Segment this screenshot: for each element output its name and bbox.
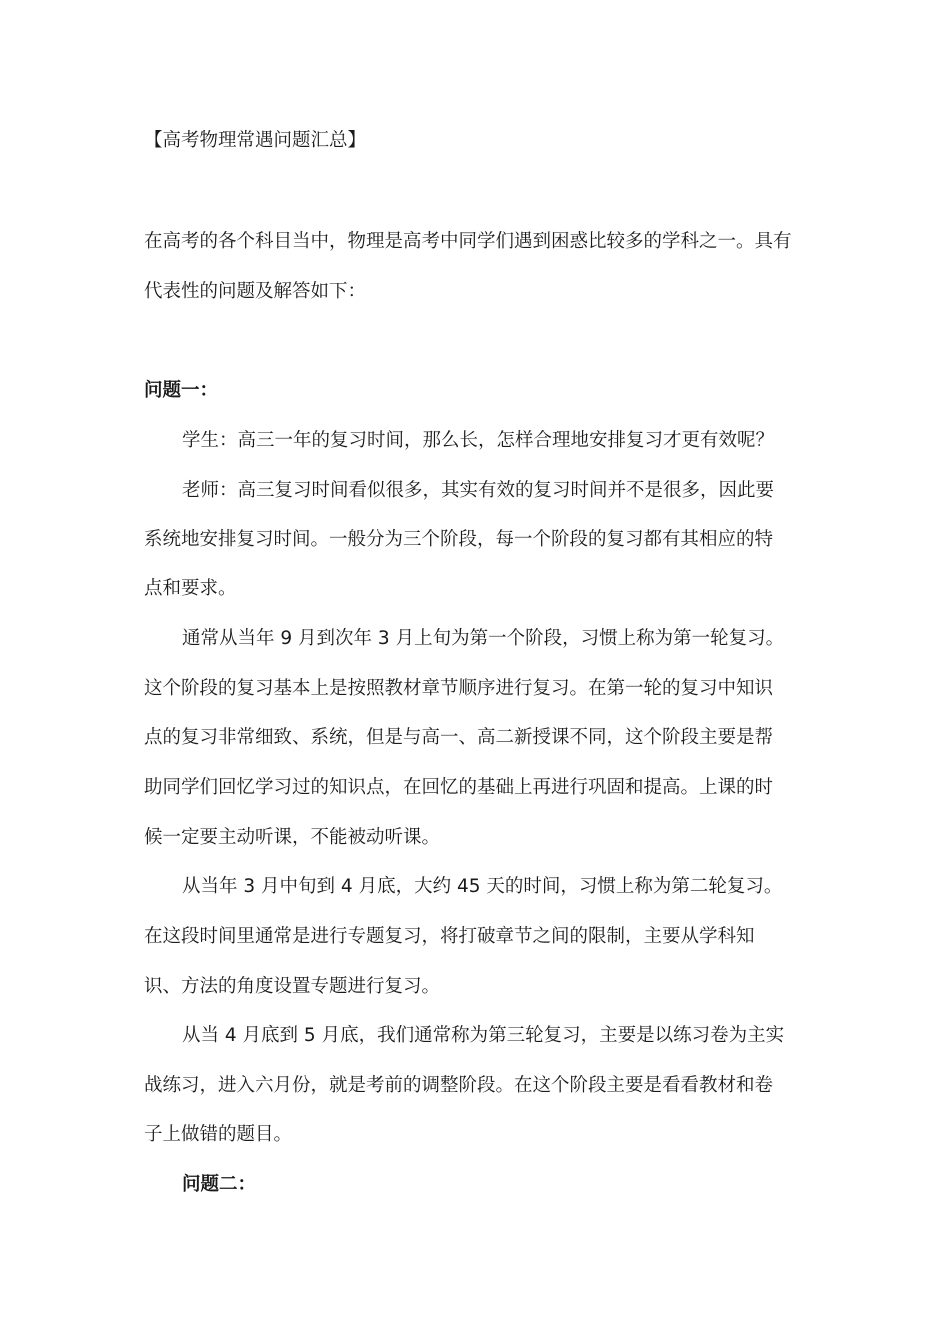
stage3-line-1: 从当 4 月底到 5 月底，我们通常称为第三轮复习，主要是以练习卷为主实 xyxy=(182,1025,785,1046)
question-two-heading: 问题二： xyxy=(182,1174,257,1195)
stage1-line-4: 助同学们回忆学习过的知识点，在回忆的基础上再进行巩固和提高。上课的时 xyxy=(144,777,774,798)
intro-line-1: 在高考的各个科目当中，物理是高考中同学们遇到困惑比较多的学科之一。具有 xyxy=(144,231,792,252)
teacher-answer-line-1: 老师：高三复习时间看似很多，其实有效的复习时间并不是很多，因此要 xyxy=(182,480,775,501)
stage2-line-1: 从当年 3 月中旬到 4 月底，大约 45 天的时间，习惯上称为第二轮复习。 xyxy=(182,876,783,897)
stage1-line-3: 点的复习非常细致、系统，但是与高一、高二新授课不同，这个阶段主要是帮 xyxy=(144,727,774,748)
stage2-line-3: 识、方法的角度设置专题进行复习。 xyxy=(144,976,441,997)
stage3-line-2: 战练习，进入六月份，就是考前的调整阶段。在这个阶段主要是看看教材和卷 xyxy=(144,1075,774,1096)
question-one-heading: 问题一： xyxy=(144,380,219,401)
stage3-line-3: 子上做错的题目。 xyxy=(144,1124,293,1145)
document-title: 【高考物理常遇问题汇总】 xyxy=(144,130,367,151)
teacher-answer-line-3: 点和要求。 xyxy=(144,578,237,599)
student-question: 学生：高三一年的复习时间，那么长，怎样合理地安排复习才更有效呢？ xyxy=(182,430,775,451)
stage1-line-5: 候一定要主动听课，不能被动听课。 xyxy=(144,827,441,848)
stage1-line-1: 通常从当年 9 月到次年 3 月上旬为第一个阶段，习惯上称为第一轮复习。 xyxy=(182,628,785,649)
stage2-line-2: 在这段时间里通常是进行专题复习，将打破章节之间的限制，主要从学科知 xyxy=(144,926,755,947)
intro-line-2: 代表性的问题及解答如下： xyxy=(144,281,367,302)
stage1-line-2: 这个阶段的复习基本上是按照教材章节顺序进行复习。在第一轮的复习中知识 xyxy=(144,678,774,699)
teacher-answer-line-2: 系统地安排复习时间。一般分为三个阶段，每一个阶段的复习都有其相应的特 xyxy=(144,529,774,550)
